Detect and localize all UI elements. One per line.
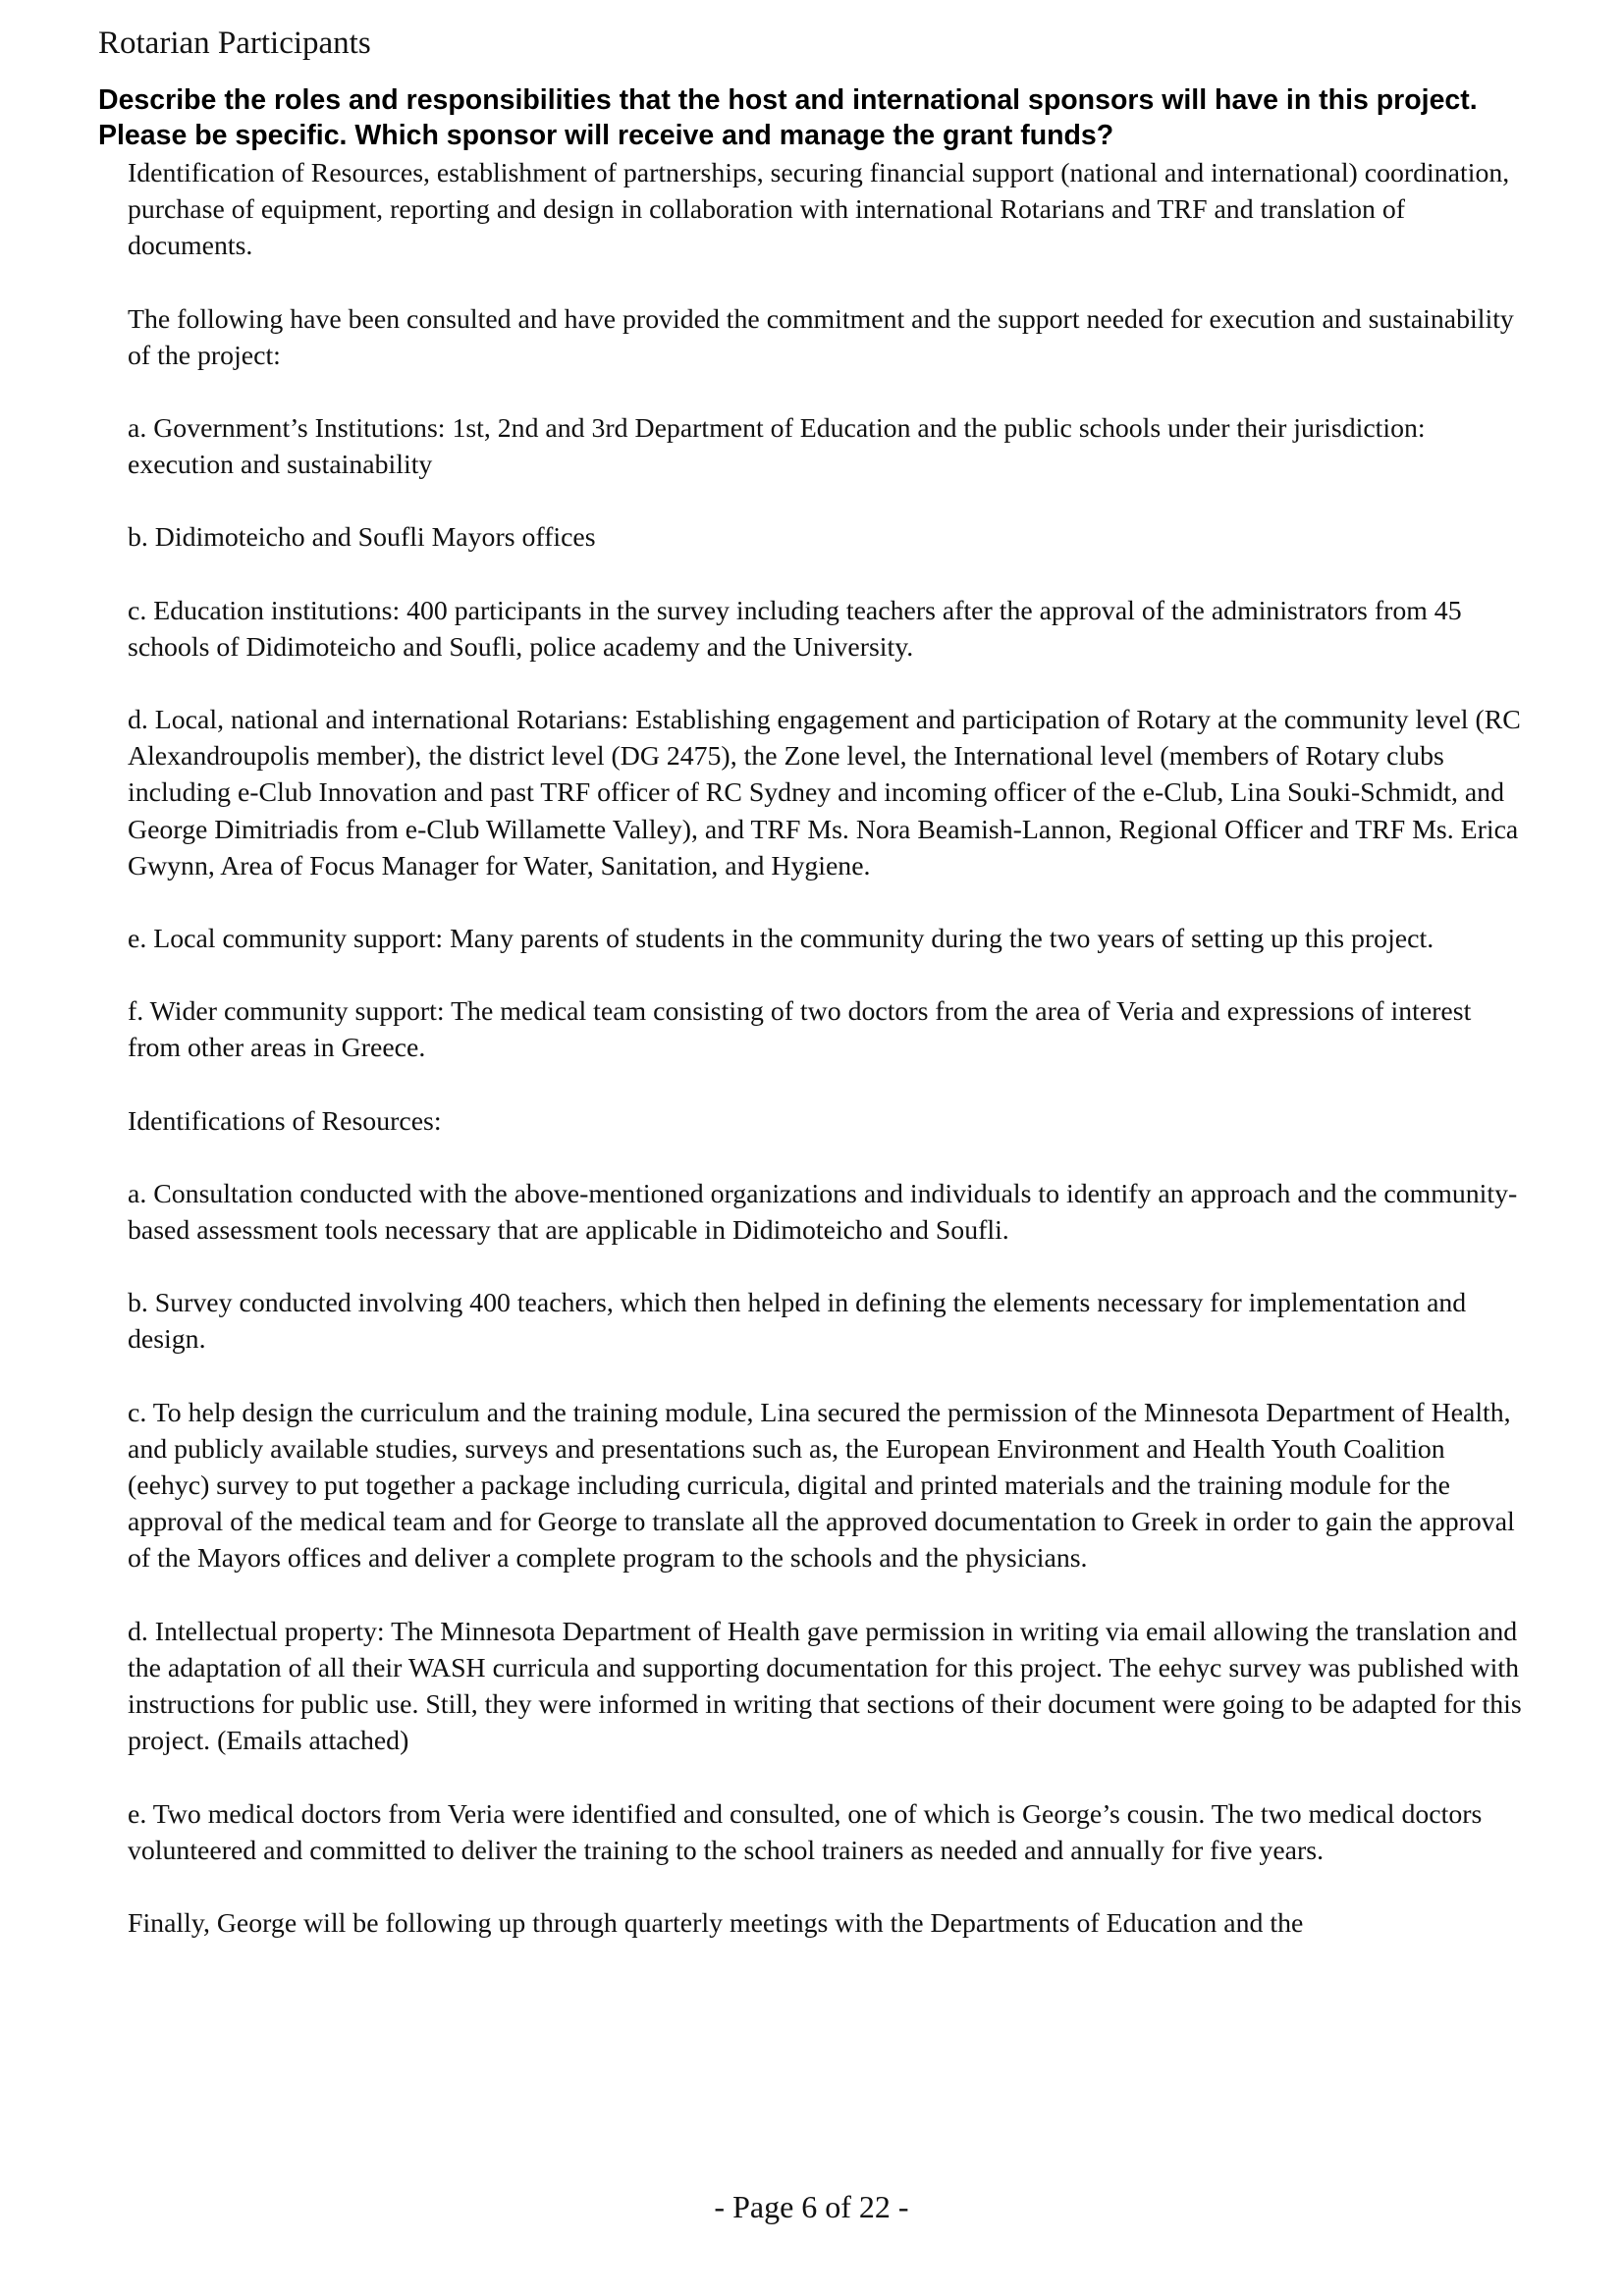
paragraph: b. Survey conducted involving 400 teachers, which then helped in defining the elements necessary for implementation and design.: [128, 1288, 1467, 1356]
paragraph: a. Government’s Institutions: 1st, 2nd and 3rd Department of Education and the public schools under their jurisdiction: execution and sustainability: [128, 413, 1426, 481]
paragraph: e. Two medical doctors from Veria were identified and consulted, one of which is George’s cousin. The two medical doctors volunteered and committed to deliver the training to the school trainers as needed and annually for five years.: [128, 1798, 1483, 1866]
answer-body: [98, 155, 1525, 1942]
paragraph: Identifications of Resources:: [128, 1105, 442, 1137]
paragraph: c. To help design the curriculum and the training module, Lina secured the permission of the Minnesota Department of Health, and publicly available studies, surveys and presentations such as, the European Environment and Health Youth Coalition (eehyc) survey to put together a package including curricula, digital and printed materials and the training module for the approval of the medical team and for George to translate all the approved documentation to Greek in order to gain the approval of the Mayors offices and deliver a complete program to the schools and the physicians.: [128, 1397, 1515, 1575]
paragraph: a. Consultation conducted with the above-mentioned organizations and individuals to identify an approach and the community-based assessment tools necessary that are applicable in Didimoteicho and Soufli.: [128, 1178, 1518, 1247]
paragraph: The following have been consulted and have provided the commitment and the support needed for execution and sustainability of the project:: [128, 303, 1514, 371]
question-heading: Describe the roles and responsibilities that the host and international sponsors will have in this project. Please be specific. Which sponsor will receive and manage the grant funds?: [98, 84, 1478, 151]
paragraph: e. Local community support: Many parents of students in the community during the two years of setting up this project.: [128, 924, 1434, 955]
paragraph: c. Education institutions: 400 participants in the survey including teachers after the approval of the administrators from 45 schools of Didimoteicho and Soufli, police academy and the University.: [128, 595, 1462, 663]
section-title: Rotarian Participants: [98, 26, 371, 61]
paragraph: b. Didimoteicho and Soufli Mayors offices: [128, 522, 596, 554]
paragraph: f. Wider community support: The medical team consisting of two doctors from the area of Veria and expressions of interest from other areas in Greece.: [128, 996, 1472, 1064]
page-number-footer: - Page 6 of 22 -: [714, 2189, 909, 2224]
paragraph: Identification of Resources, establishment of partnerships, securing financial support (national and international) coordination, purchase of equipment, reporting and design in collaboration with international Rotarians and TRF and translation of documents.: [128, 158, 1510, 262]
paragraph: Finally, George will be following up through quarterly meetings with the Departments of Education and the: [128, 1907, 1304, 1939]
paragraph: d. Local, national and international Rotarians: Establishing engagement and participation of Rotary at the community level (RC Alexandroupolis member), the district level (DG 2475), the Zone level, the International level (members of Rotary clubs including e-Club Innovation and past TRF officer of RC Sydney and incoming officer of the e-Club, Lina Souki-Schmidt, and George Dimitriadis from e-Club Willamette Valley), and TRF Ms. Nora Beamish-Lannon, Regional Officer and TRF Ms. Erica Gwynn, Area of Focus Manager for Water, Sanitation, and Hygiene.: [128, 705, 1521, 881]
paragraph: d. Intellectual property: The Minnesota Department of Health gave permission in writing via email allowing the translation and the adaptation of all their WASH curricula and supporting documentation for this project. The eehyc survey was published with instructions for public use. Still, they were informed in writing that sections of their document were going to be adapted for this project. (Emails attached): [128, 1616, 1522, 1757]
